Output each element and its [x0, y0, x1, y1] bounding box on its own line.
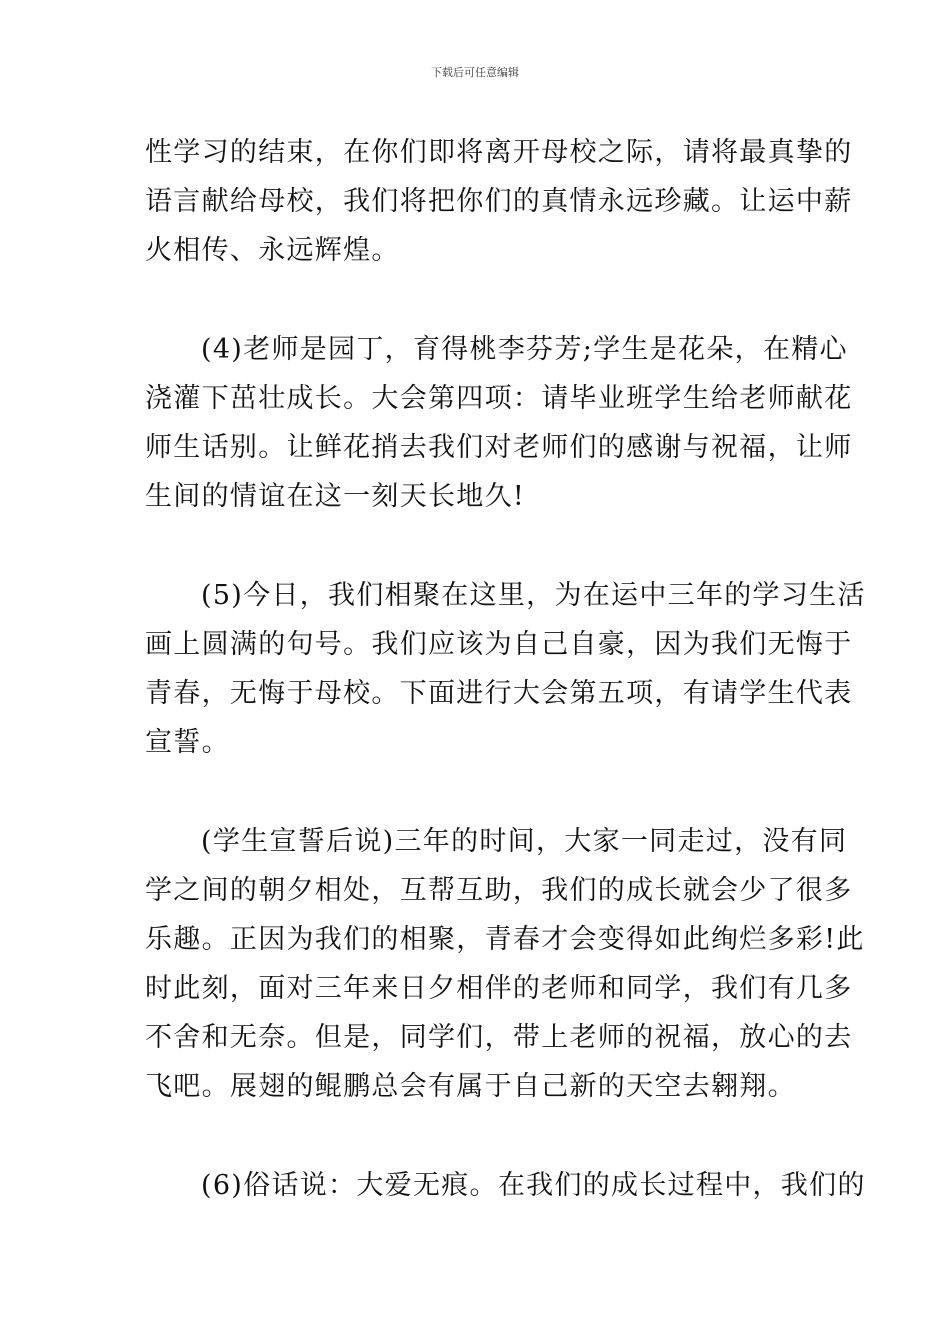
document-body — [145, 128, 866, 1210]
text-line: 乐趣。正因为我们的相聚，青春才会变得如此绚烂多彩!此 — [145, 924, 865, 955]
paragraph — [145, 571, 866, 767]
paragraph — [145, 325, 853, 521]
text-line: 师生话别。让鲜花捎去我们对老师们的感谢与祝福，让师 — [145, 432, 853, 463]
paragraph-gap — [145, 521, 813, 571]
text-line: 飞吧。展翅的鲲鹏总会有属于自己新的天空去翱翔。 — [145, 1071, 796, 1102]
paragraph — [145, 128, 853, 275]
text-line: 时此刻，面对三年来日夕相伴的老师和同学，我们有几多 — [145, 973, 853, 1004]
text-line: 火相传、永远辉煌。 — [145, 235, 400, 266]
text-line: 青春，无悔于母校。下面进行大会第五项，有请学生代表 — [145, 678, 853, 709]
text-line: 画上圆满的句号。我们应该为自己自豪，因为我们无悔于 — [145, 629, 853, 660]
text-line: 宣誓。 — [145, 727, 230, 758]
text-line: 性学习的结束，在你们即将离开母校之际，请将最真挚的 — [145, 137, 853, 168]
page-header: 下载后可任意编辑 — [431, 66, 519, 79]
text-line: (4)老师是园丁，育得桃李芬芳;学生是花朵，在精心 — [201, 334, 848, 365]
text-line: (学生宣誓后说)三年的时间，大家一同走过，没有同 — [201, 826, 848, 857]
text-line: 学之间的朝夕相处，互帮互助，我们的成长就会少了很多 — [145, 875, 853, 906]
paragraph — [145, 817, 865, 1111]
text-line: 语言献给母校，我们将把你们的真情永远珍藏。让运中薪 — [145, 186, 853, 217]
text-line: 生间的情谊在这一刻天长地久! — [145, 481, 526, 512]
text-line: (6)俗话说：大爱无痕。在我们的成长过程中，我们的 — [201, 1170, 866, 1201]
paragraph-gap — [145, 1111, 813, 1161]
paragraph-gap — [145, 767, 813, 817]
text-line: 浇灌下茁壮成长。大会第四项：请毕业班学生给老师献花 — [145, 383, 853, 414]
text-line: (5)今日，我们相聚在这里，为在运中三年的学习生活 — [201, 580, 866, 611]
paragraph-gap — [145, 275, 813, 325]
paragraph — [145, 1161, 866, 1210]
text-line: 不舍和无奈。但是，同学们，带上老师的祝福，放心的去 — [145, 1022, 853, 1053]
